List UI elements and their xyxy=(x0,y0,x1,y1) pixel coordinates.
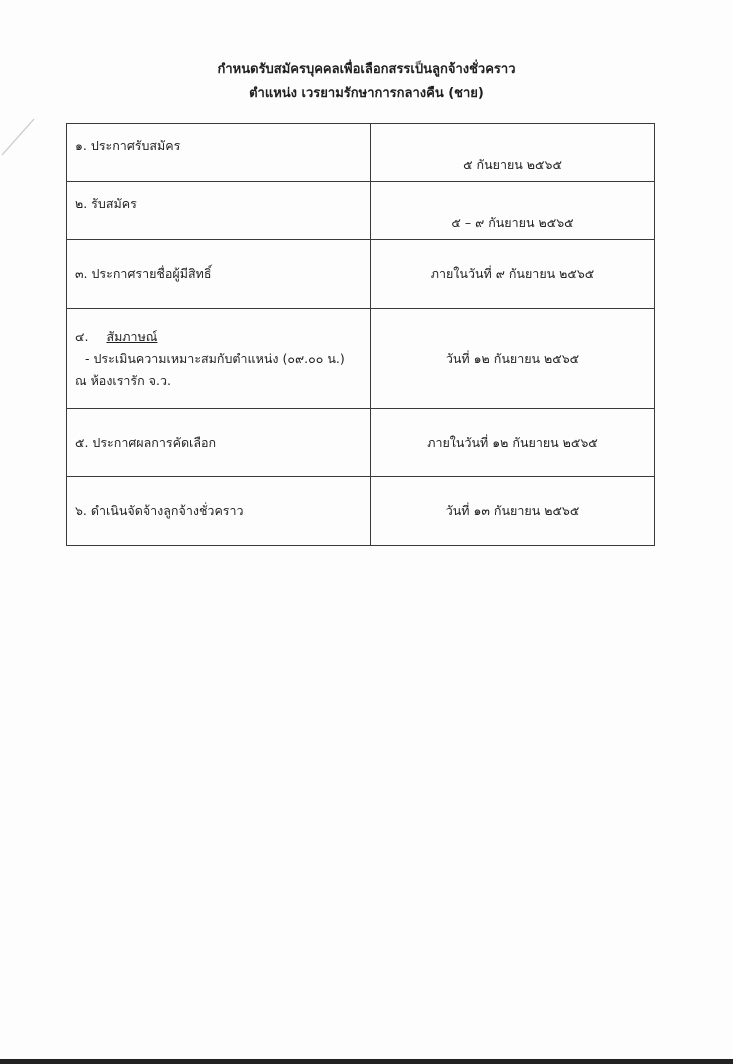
table-row xyxy=(67,477,655,546)
scan-edge xyxy=(0,1059,733,1064)
interview-place: ณ ห้องเรารัก จ.ว. xyxy=(75,372,171,388)
document-title: กำหนดรับสมัครบุคคลเพื่อเลือกสรรเป็นลูกจ้างชั่วคราว xyxy=(217,62,516,77)
table-row xyxy=(67,309,655,409)
table-row xyxy=(67,409,655,477)
step-cell: ๑. ประกาศรับสมัคร xyxy=(67,124,371,182)
date-cell: วันที่ ๑๒ กันยายน ๒๕๖๕ xyxy=(371,309,655,409)
step-cell: ๖. ดำเนินจัดจ้างลูกจ้างชั่วคราว xyxy=(67,477,371,546)
step-cell-interview xyxy=(67,309,371,409)
table-row xyxy=(67,124,655,182)
date-cell: วันที่ ๑๓ กันยายน ๒๕๖๕ xyxy=(371,477,655,546)
date-cell: ๕ – ๙ กันยายน ๒๕๖๕ xyxy=(371,182,655,240)
schedule-table xyxy=(66,123,655,546)
interview-sub: - ประเมินความเหมาะสมกับตำแหน่ง (๐๙.๐๐ น.) xyxy=(85,350,345,366)
table-row xyxy=(67,240,655,309)
step-cell: ๒. รับสมัคร xyxy=(67,182,371,240)
date-cell: ภายในวันที่ ๑๒ กันยายน ๒๕๖๕ xyxy=(371,409,655,477)
date-cell: ๕ กันยายน ๒๕๖๕ xyxy=(371,124,655,182)
step-title-underlined: สัมภาษณ์ xyxy=(106,328,158,344)
scan-mark xyxy=(0,115,40,165)
step-cell: ๓. ประกาศรายชื่อผู้มีสิทธิ์ xyxy=(67,240,371,309)
table-row xyxy=(67,182,655,240)
step-cell: ๕. ประกาศผลการคัดเลือก xyxy=(67,409,371,477)
position-title: ตำแหน่ง เวรยามรักษาการกลางคืน (ชาย) xyxy=(249,86,484,101)
date-cell: ภายในวันที่ ๙ กันยายน ๒๕๖๕ xyxy=(371,240,655,309)
step-number: ๔. xyxy=(75,328,89,344)
interview-heading xyxy=(75,326,362,348)
